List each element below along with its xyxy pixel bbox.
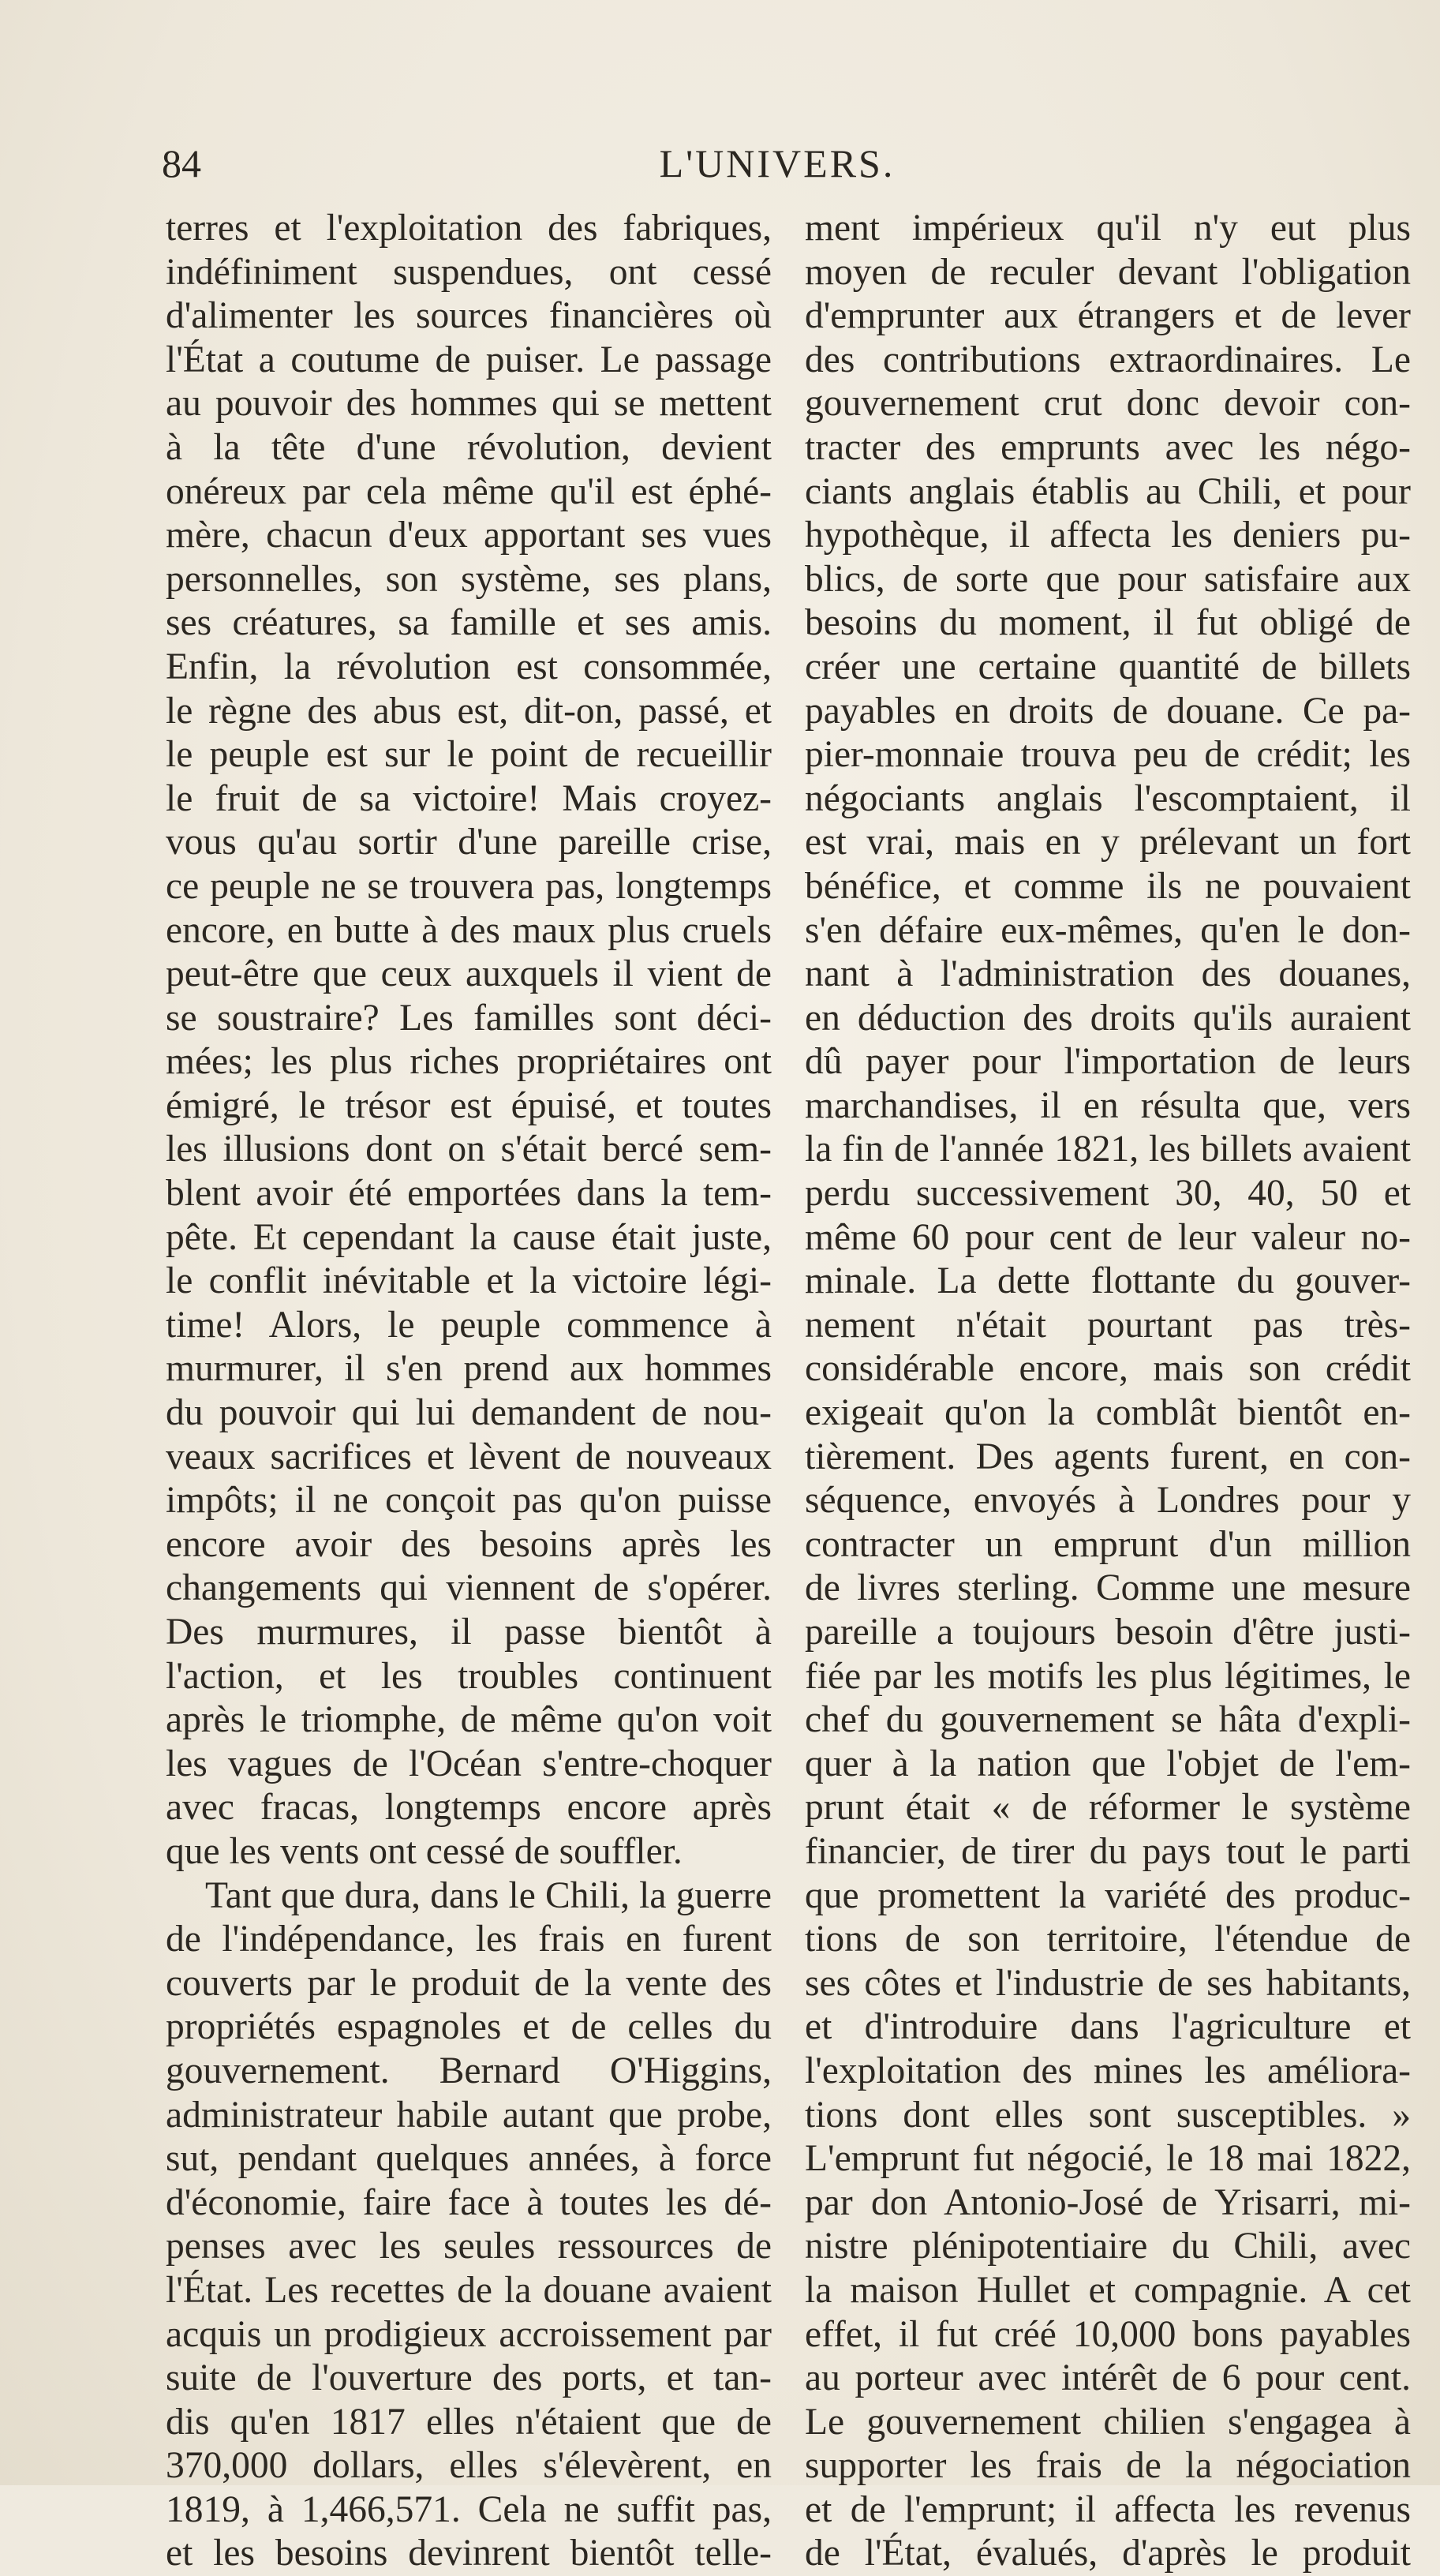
- text-line: mère, chacun d'eux apportant ses vues: [166, 515, 772, 556]
- text-line: s'en défaire eux-mêmes, qu'en le don-: [805, 909, 1411, 951]
- running-title: L'UNIVERS.: [659, 141, 896, 185]
- text-line: sut, pendant quelques années, à force: [166, 2138, 772, 2180]
- text-line: se soustraire? Les familles sont déci-: [166, 997, 772, 1039]
- text-line: en déduction des droits qu'ils auraient: [805, 997, 1411, 1039]
- text-line: prunt était « de réformer le système: [805, 1787, 1411, 1829]
- text-line: créer une certaine quantité de billets: [805, 646, 1411, 687]
- text-line: nement n'était pourtant pas très-: [805, 1304, 1411, 1346]
- text-line: gouvernement crut donc devoir con-: [805, 383, 1411, 425]
- text-line: pareille a toujours besoin d'être justi-: [805, 1612, 1411, 1653]
- text-line: de l'indépendance, les frais en furent: [166, 1919, 772, 1960]
- text-line: peut-être que ceux auxquels il vient de: [166, 953, 772, 995]
- text-line: besoins du moment, il fut obligé de: [805, 602, 1411, 644]
- text-line: 370,000 dollars, elles s'élevèrent, en: [166, 2445, 772, 2487]
- text-line: l'action, et les troubles continuent: [166, 1655, 772, 1697]
- text-line: encore avoir des besoins après les: [166, 1523, 772, 1565]
- text-line: bénéfice, et comme ils ne pouvaient: [805, 865, 1411, 907]
- text-line: tions de son territoire, l'étendue de: [805, 1919, 1411, 1960]
- text-line: que les vents ont cessé de souffler.: [166, 1830, 683, 1872]
- text-line: contracter un emprunt d'un million: [805, 1523, 1411, 1565]
- text-line: acquis un prodigieux accroissement par: [166, 2313, 772, 2355]
- text-line: vous qu'au sortir d'une pareille crise,: [166, 822, 772, 863]
- text-line: moyen de reculer devant l'obligation: [805, 251, 1411, 293]
- text-line: Enfin, la révolution est consommée,: [166, 646, 772, 687]
- text-line: suite de l'ouverture des ports, et tan-: [166, 2357, 772, 2399]
- text-line: L'emprunt fut négocié, le 18 mai 1822,: [805, 2138, 1411, 2180]
- text-line: négociants anglais l'escomptaient, il: [805, 777, 1411, 819]
- text-line: penses avec les seules ressources de: [166, 2226, 772, 2267]
- text-line: au pouvoir des hommes qui se mettent: [166, 383, 772, 425]
- text-line: l'État. Les recettes de la douane avaient: [166, 2269, 772, 2311]
- text-line: le fruit de sa victoire! Mais croyez-: [166, 777, 772, 819]
- text-line: le règne des abus est, dit-on, passé, et: [166, 690, 772, 732]
- text-line: ment impérieux qu'il n'y eut plus: [805, 208, 1411, 249]
- text-line: impôts; il ne conçoit pas qu'on puisse: [166, 1480, 772, 1522]
- text-line: 1819, à 1,466,571. Cela ne suffit pas,: [166, 2488, 772, 2530]
- text-line: et d'introduire dans l'agriculture et: [805, 2006, 1411, 2048]
- text-line: du pouvoir qui lui demandent de nou-: [166, 1392, 772, 1434]
- text-line: financier, de tirer du pays tout le parti: [805, 1830, 1411, 1872]
- text-line: gouvernement. Bernard O'Higgins,: [166, 2050, 772, 2091]
- text-line: changements qui viennent de s'opérer.: [166, 1567, 772, 1609]
- text-line: la fin de l'année 1821, les billets avaient: [805, 1129, 1411, 1170]
- text-line: avec fracas, longtemps encore après: [166, 1787, 772, 1829]
- text-line: Le gouvernement chilien s'engagea à: [805, 2401, 1411, 2443]
- text-line: perdu successivement 30, 40, 50 et: [805, 1173, 1411, 1215]
- text-line: le conflit inévitable et la victoire légi-: [166, 1260, 772, 1302]
- text-line: quer à la nation que l'objet de l'em-: [805, 1743, 1411, 1784]
- text-line: couverts par le produit de la vente des: [166, 1962, 772, 2004]
- text-line: encore, en butte à des maux plus cruels: [166, 909, 772, 951]
- text-line: fiée par les motifs les plus légitimes, le: [805, 1655, 1411, 1697]
- text-line: minale. La dette flottante du gouver-: [805, 1260, 1411, 1302]
- text-line: blent avoir été emportées dans la tem-: [166, 1173, 772, 1215]
- text-line: et les besoins devinrent bientôt telle-: [166, 2533, 772, 2574]
- text-line: nant à l'administration des douanes,: [805, 953, 1411, 995]
- text-line: ciants anglais établis au Chili, et pour: [805, 470, 1411, 512]
- text-line: séquence, envoyés à Londres pour y: [805, 1480, 1411, 1522]
- text-line: la maison Hullet et compagnie. A cet: [805, 2269, 1411, 2311]
- text-line: Des murmures, il passe bientôt à: [166, 1612, 772, 1653]
- page-header: [162, 136, 1393, 191]
- text-line: de l'État, évalués, d'après le produit: [805, 2533, 1411, 2574]
- text-line: d'emprunter aux étrangers et de lever: [805, 295, 1411, 337]
- text-line: administrateur habile autant que probe,: [166, 2094, 772, 2136]
- text-line: émigré, le trésor est épuisé, et toutes: [166, 1084, 772, 1126]
- text-line: pête. Et cependant la cause était juste,: [166, 1216, 772, 1258]
- text-line: est vrai, mais en y prélevant un fort: [805, 822, 1411, 863]
- text-line: exigeait qu'on la comblât bientôt en-: [805, 1392, 1411, 1434]
- text-line: veaux sacrifices et lèvent de nouveaux: [166, 1436, 772, 1477]
- text-line: ses créatures, sa famille et ses amis.: [166, 602, 772, 644]
- text-line: des contributions extraordinaires. Le: [805, 339, 1411, 380]
- text-line: indéfiniment suspendues, ont cessé: [166, 251, 772, 293]
- text-line: les illusions dont on s'était bercé sem-: [166, 1129, 772, 1170]
- text-line: propriétés espagnoles et de celles du: [166, 2006, 772, 2048]
- text-line: après le triomphe, de même qu'on voit: [166, 1699, 772, 1741]
- text-line: ce peuple ne se trouvera pas, longtemps: [166, 865, 772, 907]
- text-line: dis qu'en 1817 elles n'étaient que de: [166, 2401, 772, 2443]
- text-line: blics, de sorte que pour satisfaire aux: [805, 558, 1411, 600]
- text-line: au porteur avec intérêt de 6 pour cent.: [805, 2357, 1411, 2399]
- text-line: tions dont elles sont susceptibles. »: [805, 2094, 1411, 2136]
- text-line: même 60 pour cent de leur valeur no-: [805, 1216, 1411, 1258]
- text-line: d'économie, faire face à toutes les dé-: [166, 2181, 772, 2223]
- left-text-column: [166, 207, 772, 2576]
- text-line: à la tête d'une révolution, devient: [166, 426, 772, 468]
- text-line: pier-monnaie trouva peu de crédit; les: [805, 734, 1411, 776]
- text-line: personnelles, son système, ses plans,: [166, 558, 772, 600]
- text-line: mées; les plus riches propriétaires ont: [166, 1041, 772, 1083]
- text-line: que promettent la variété des produc-: [805, 1874, 1411, 1916]
- text-line: murmurer, il s'en prend aux hommes: [166, 1348, 772, 1390]
- text-line: payables en droits de douane. Ce pa-: [805, 690, 1411, 732]
- text-line: les vagues de l'Océan s'entre-choquer: [166, 1743, 772, 1784]
- text-line: nistre plénipotentiaire du Chili, avec: [805, 2226, 1411, 2267]
- text-line: terres et l'exploitation des fabriques,: [166, 208, 772, 249]
- text-line: d'alimenter les sources financières où: [166, 295, 772, 337]
- text-line: dû payer pour l'importation de leurs: [805, 1041, 1411, 1083]
- text-line: marchandises, il en résulta que, vers: [805, 1084, 1411, 1126]
- text-line: l'exploitation des mines les améliora-: [805, 2050, 1411, 2091]
- text-line: effet, il fut créé 10,000 bons payables: [805, 2313, 1411, 2355]
- text-line: et de l'emprunt; il affecta les revenus: [805, 2488, 1411, 2530]
- text-line: Tant que dura, dans le Chili, la guerre: [205, 1874, 772, 1916]
- text-line: chef du gouvernement se hâta d'expli-: [805, 1699, 1411, 1741]
- text-line: le peuple est sur le point de recueillir: [166, 734, 772, 776]
- text-line: de livres sterling. Comme une mesure: [805, 1567, 1411, 1609]
- text-line: tracter des emprunts avec les négo-: [805, 426, 1411, 468]
- text-line: ses côtes et l'industrie de ses habitants,: [805, 1962, 1411, 2004]
- right-text-column: [805, 207, 1411, 2576]
- text-line: tièrement. Des agents furent, en con-: [805, 1436, 1411, 1477]
- text-line: supporter les frais de la négociation: [805, 2445, 1411, 2487]
- text-line: considérable encore, mais son crédit: [805, 1348, 1411, 1390]
- text-line: l'État a coutume de puiser. Le passage: [166, 339, 772, 380]
- text-line: par don Antonio-José de Yrisarri, mi-: [805, 2181, 1411, 2223]
- text-line: time! Alors, le peuple commence à: [166, 1304, 772, 1346]
- text-line: hypothèque, il affecta les deniers pu-: [805, 515, 1411, 556]
- text-line: onéreux par cela même qu'il est éphé-: [166, 470, 772, 512]
- page-number: 84: [162, 141, 201, 185]
